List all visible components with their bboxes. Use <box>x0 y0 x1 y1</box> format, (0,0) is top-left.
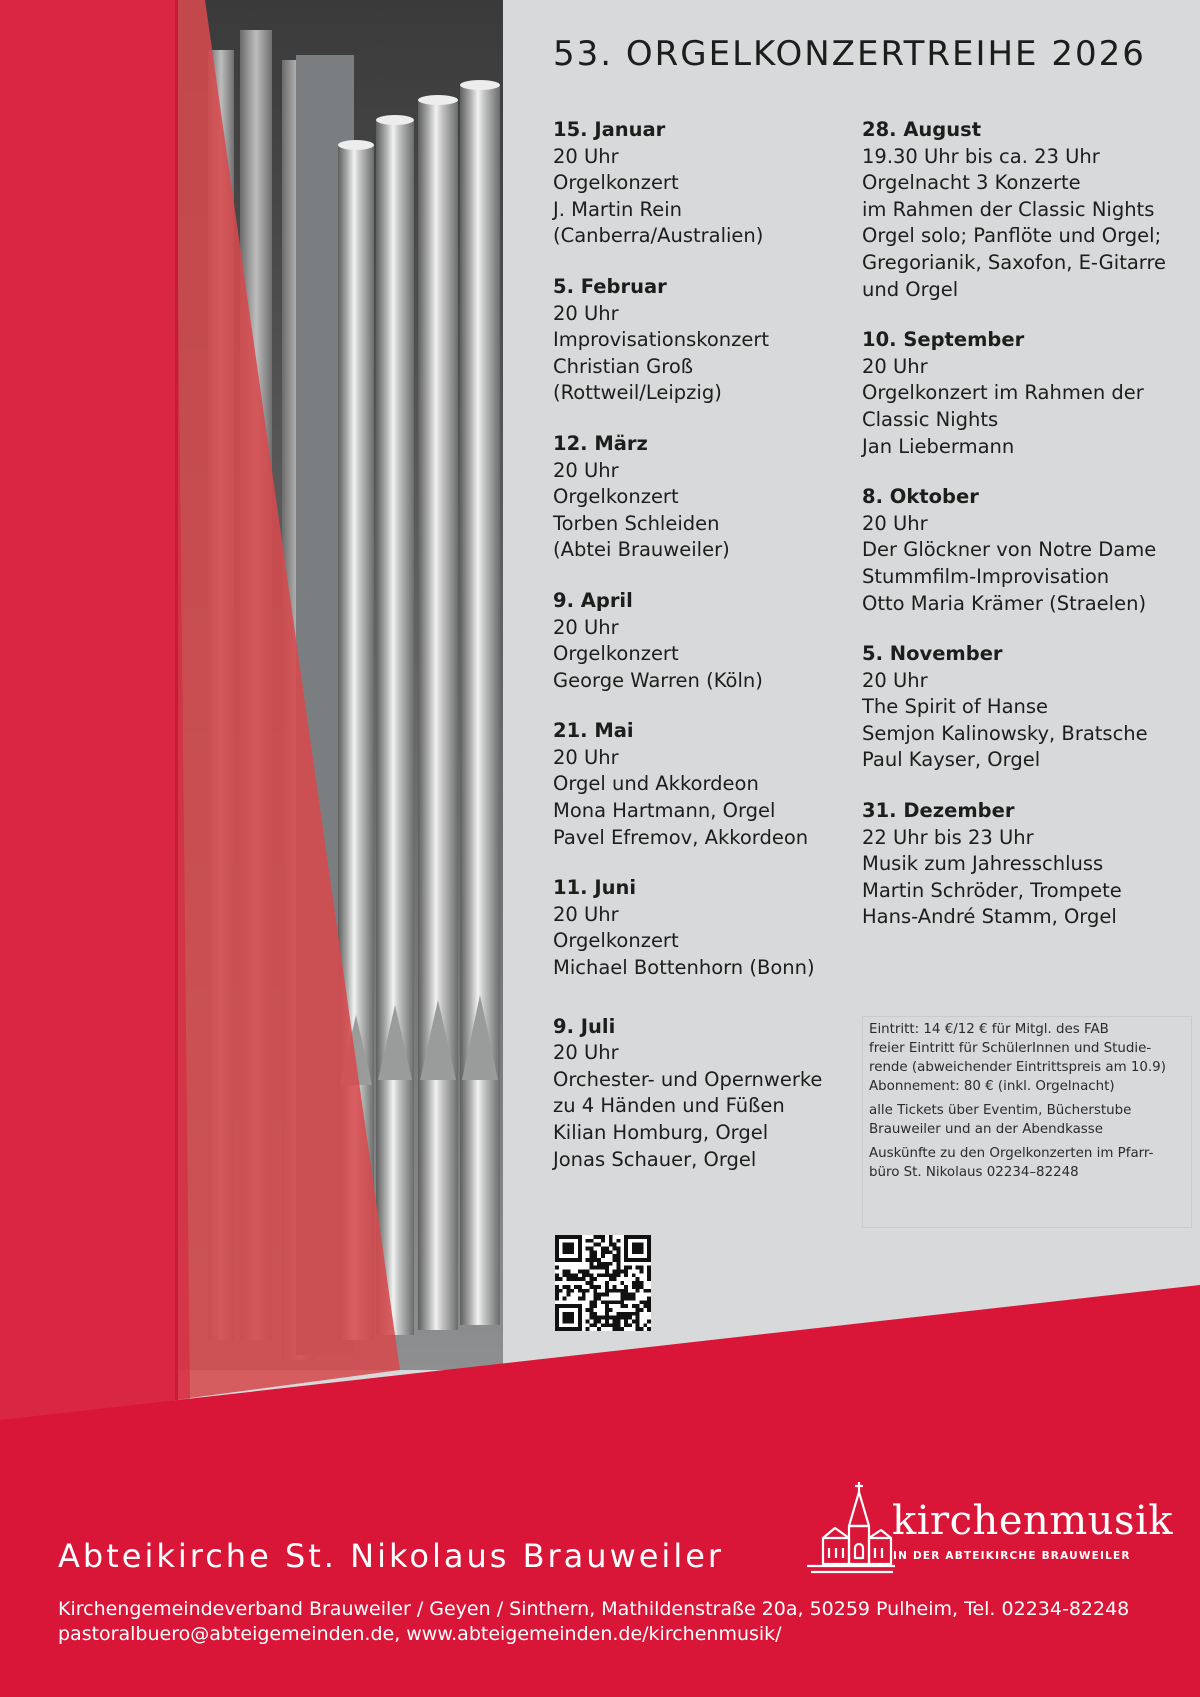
concert-time: 20 Uhr <box>553 1041 619 1065</box>
contact-info <box>869 1144 1185 1182</box>
concert-detail: und Orgel <box>862 277 959 301</box>
concert-date: 11. Juni <box>553 876 637 900</box>
concert-detail: Der Glöckner von Notre Dame <box>862 538 1157 562</box>
concert-detail: Christian Groß <box>553 354 694 378</box>
concert-date: 9. April <box>553 588 633 612</box>
concert-detail: zu 4 Händen und Füßen <box>553 1094 785 1118</box>
concert-detail: George Warren (Köln) <box>553 668 763 692</box>
concert-detail: Martin Schröder, Trompete <box>862 878 1122 902</box>
price-line: rende (abweichender Eintrittspreis am 10.9) <box>869 1060 1166 1075</box>
ticket-line: alle Tickets über Eventim, Bücherstube <box>869 1103 1132 1118</box>
concert-entry <box>862 117 1192 303</box>
concert-detail: Orgelnacht 3 Konzerte <box>862 171 1081 195</box>
concert-time: 22 Uhr bis 23 Uhr <box>862 825 1034 849</box>
concert-detail: Orgelkonzert <box>553 171 679 195</box>
concert-time: 20 Uhr <box>553 615 619 639</box>
concert-detail: Torben Schleiden <box>553 511 720 535</box>
concert-detail: Semjon Kalinowsky, Bratsche <box>862 721 1148 745</box>
concert-date: 12. März <box>553 431 648 455</box>
ticket-line: Brauweiler und an der Abendkasse <box>869 1122 1103 1137</box>
concert-entry <box>862 327 1192 460</box>
concert-detail: Orgelkonzert im Rahmen der <box>862 381 1144 405</box>
concert-time: 20 Uhr <box>862 668 928 692</box>
concert-detail: Michael Bottenhorn (Bonn) <box>553 956 815 980</box>
concert-detail: J. Martin Rein <box>553 197 683 221</box>
concert-detail: Mona Hartmann, Orgel <box>553 799 776 823</box>
concert-time: 20 Uhr <box>862 354 928 378</box>
concert-date: 31. Dezember <box>862 799 1015 823</box>
venue-name: Abteikirche St. Nikolaus Brauweiler <box>58 1537 725 1575</box>
concert-date: 28. August <box>862 118 982 141</box>
concert-detail: Improvisationskonzert <box>553 328 770 352</box>
schedule-right-column <box>862 117 1192 955</box>
concert-entry <box>553 117 843 250</box>
concert-detail: The Spirit of Hanse <box>862 695 1049 719</box>
qr-code-icon[interactable] <box>555 1235 651 1331</box>
concert-date: 15. Januar <box>553 118 666 141</box>
concert-time: 20 Uhr <box>553 902 619 926</box>
concert-time: 19.30 Uhr bis ca. 23 Uhr <box>862 144 1100 168</box>
concert-detail: Orgelkonzert <box>553 485 679 509</box>
footer-address <box>58 1597 1129 1647</box>
concert-date: 21. Mai <box>553 719 634 743</box>
concert-entry <box>862 484 1192 617</box>
concert-entry <box>862 641 1192 774</box>
concert-entry <box>553 1014 843 1174</box>
logo-wordmark: kirchenmusik <box>892 1498 1173 1544</box>
concert-detail: Kilian Homburg, Orgel <box>553 1121 769 1144</box>
concert-date: 9. Juli <box>553 1014 616 1038</box>
concert-detail: (Canberra/Australien) <box>553 224 764 248</box>
concert-entry <box>553 718 843 851</box>
concert-detail: Otto Maria Krämer (Straelen) <box>862 591 1147 615</box>
kirchenmusik-logo <box>805 1478 1173 1578</box>
concert-date: 5. November <box>862 642 1003 666</box>
concert-detail: Orchester- und Opernwerke <box>553 1067 823 1091</box>
concert-detail: Orgelkonzert <box>553 929 679 953</box>
church-icon <box>805 1478 897 1578</box>
ticket-sales-info <box>869 1101 1185 1139</box>
contact-line: Auskünfte zu den Orgelkonzerten im Pfarr- <box>869 1146 1154 1161</box>
concert-detail: Gregorianik, Saxofon, E-Gitarre <box>862 250 1167 274</box>
concert-entry <box>553 588 843 694</box>
address-line: Kirchengemeindeverband Brauweiler / Geyen / Sinthern, Mathildenstraße 20a, 50259 Pulheim, Tel. 02234-82248 <box>58 1598 1130 1620</box>
concert-entry <box>553 274 843 407</box>
price-info <box>869 1020 1185 1096</box>
concert-time: 20 Uhr <box>553 745 619 769</box>
concert-detail: Classic Nights <box>862 407 999 431</box>
price-line: Abonnement: 80 € (inkl. Orgelnacht) <box>869 1079 1115 1094</box>
concert-entry <box>553 431 843 564</box>
page-title: 53. ORGELKONZERTREIHE 2026 <box>553 34 1146 74</box>
concert-detail: (Rottweil/Leipzig) <box>553 381 722 405</box>
ticket-info-box <box>862 1016 1192 1228</box>
concert-entry <box>862 798 1192 931</box>
concert-detail: Orgelkonzert <box>553 642 679 666</box>
concert-detail: Jonas Schauer, Orgel <box>553 1147 757 1171</box>
concert-date: 5. Februar <box>553 274 667 298</box>
concert-detail: Stummfilm-Improvisation <box>862 564 1110 588</box>
concert-time: 20 Uhr <box>553 144 619 168</box>
concert-date: 8. Oktober <box>862 485 979 509</box>
concert-time: 20 Uhr <box>862 511 928 535</box>
contact-line: büro St. Nikolaus 02234–82248 <box>869 1165 1079 1180</box>
concert-detail: Orgel und Akkordeon <box>553 772 759 796</box>
price-line: freier Eintritt für SchülerInnen und Studie- <box>869 1041 1152 1056</box>
price-line: Eintritt: 14 €/12 € für Mitgl. des FAB <box>869 1022 1109 1037</box>
concert-date: 10. September <box>862 328 1025 352</box>
concert-detail: Hans-André Stamm, Orgel <box>862 905 1117 929</box>
schedule-left-column <box>553 117 843 1197</box>
concert-time: 20 Uhr <box>553 301 619 325</box>
concert-detail: Jan Liebermann <box>862 434 1015 458</box>
concert-detail: Orgel solo; Panflöte und Orgel; <box>862 224 1162 248</box>
concert-detail: Paul Kayser, Orgel <box>862 748 1041 772</box>
concert-entry <box>553 875 843 981</box>
concert-time: 20 Uhr <box>553 458 619 482</box>
website-email-line[interactable]: pastoralbuero@abteigemeinden.de, www.abteigemeinden.de/kirchenmusik/ <box>58 1623 782 1645</box>
concert-detail: (Abtei Brauweiler) <box>553 538 730 562</box>
concert-detail: im Rahmen der Classic Nights <box>862 197 1155 221</box>
logo-subtitle: IN DER ABTEIKIRCHE BRAUWEILER <box>893 1550 1131 1562</box>
concert-detail: Musik zum Jahresschluss <box>862 852 1104 876</box>
concert-detail: Pavel Efremov, Akkordeon <box>553 825 809 849</box>
